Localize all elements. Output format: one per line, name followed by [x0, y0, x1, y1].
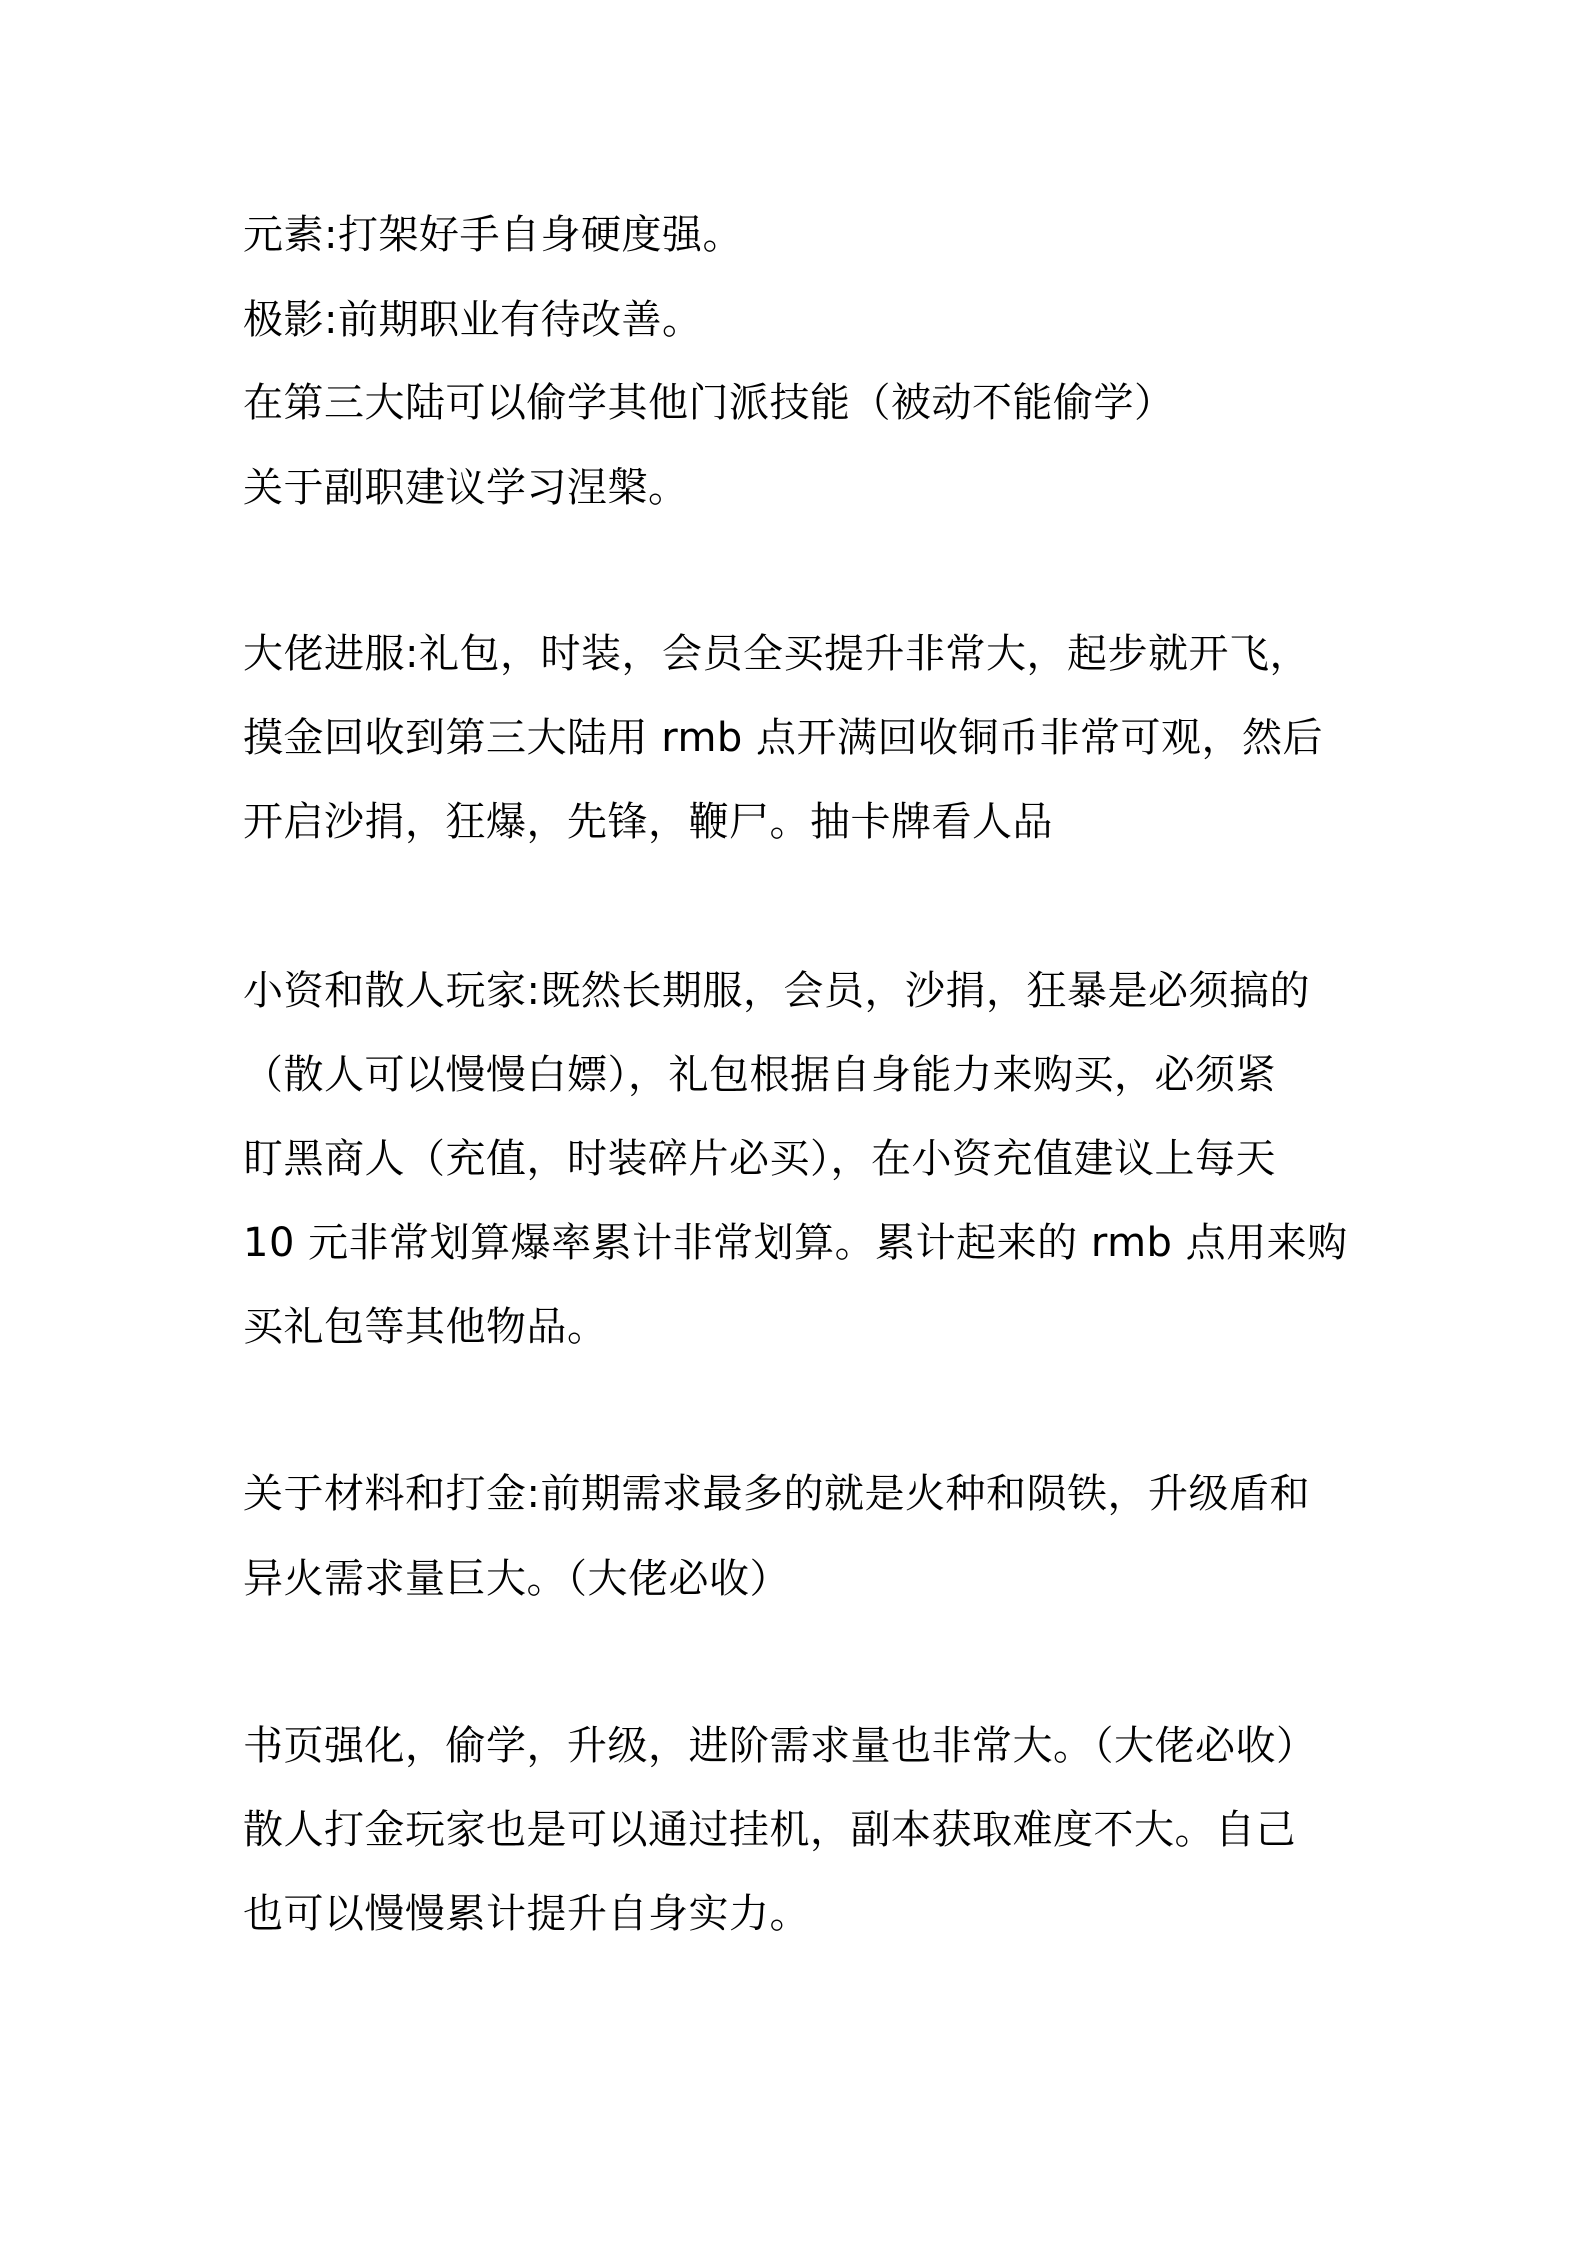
text-line: 盯黑商人（充值，时装碎片必买），在小资充值建议上每天	[243, 1136, 1276, 1182]
text-line: 元素:打架好手自身硬度强。	[243, 212, 743, 258]
text-line: 摸金回收到第三大陆用 rmb 点开满回收铜币非常可观，然后	[243, 715, 1324, 761]
text-line: （散人可以慢慢白嫖），礼包根据自身能力来购买，必须紧	[243, 1052, 1276, 1098]
text-line: 也可以慢慢累计提升自身实力。	[243, 1891, 810, 1937]
text-line: 书页强化，偷学，升级，进阶需求量也非常大。（大佬必收）	[243, 1723, 1317, 1769]
text-line: 10 元非常划算爆率累计非常划算。累计起来的 rmb 点用来购	[243, 1220, 1348, 1266]
text-line: 买礼包等其他物品。	[243, 1304, 608, 1350]
text-line: 小资和散人玩家:既然长期服，会员，沙捐，狂暴是必须搞的	[243, 968, 1310, 1014]
text-line: 大佬进服:礼包，时装，会员全买提升非常大，起步就开飞，	[243, 631, 1310, 677]
text-line: 关于材料和打金:前期需求最多的就是火种和陨铁，升级盾和	[243, 1471, 1310, 1517]
text-line: 极影:前期职业有待改善。	[243, 297, 703, 343]
text-line: 关于副职建议学习涅槃。	[243, 465, 689, 511]
text-line: 散人打金玩家也是可以通过挂机，副本获取难度不大。自己	[243, 1807, 1296, 1853]
text-line: 异火需求量巨大。（大佬必收）	[243, 1556, 790, 1602]
text-line: 在第三大陆可以偷学其他门派技能（被动不能偷学）	[243, 380, 1175, 426]
text-line: 开启沙捐，狂爆，先锋，鞭尸。抽卡牌看人品	[243, 799, 1053, 845]
